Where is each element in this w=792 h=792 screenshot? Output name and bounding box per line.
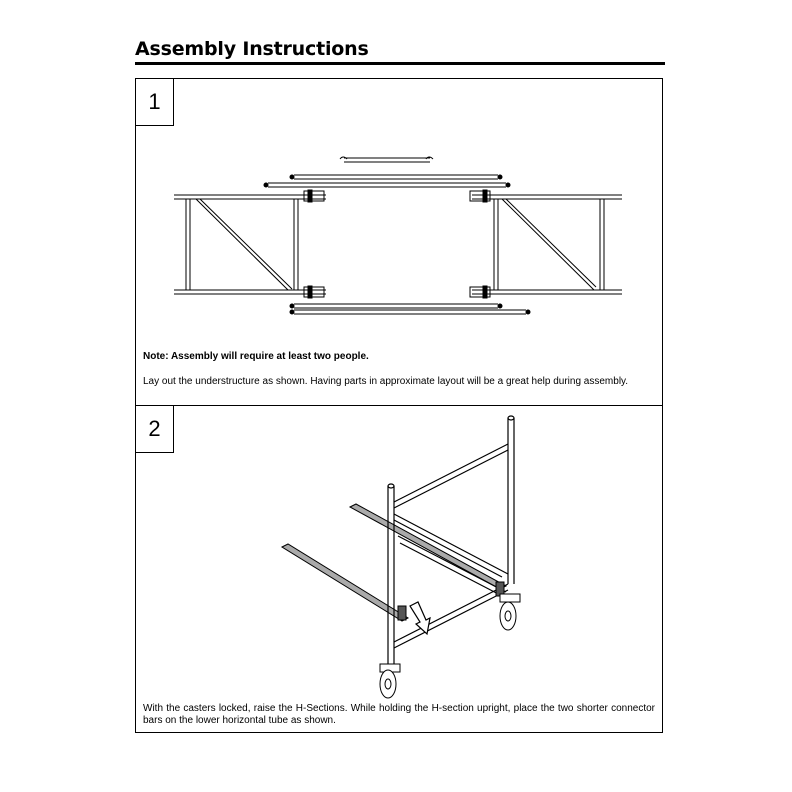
cross-brace-lower [290, 304, 530, 314]
caster-left [380, 664, 400, 698]
h-section-right [470, 190, 622, 298]
step-1-instructions: Lay out the understructure as shown. Having parts in approximate layout will be a great help during assembly. [143, 376, 629, 387]
short-connector-bar-top [340, 157, 433, 162]
h-section-left [174, 190, 326, 298]
connector-bar-left [282, 544, 408, 621]
h-section-upright [388, 416, 514, 666]
placed-connector-bar [398, 582, 504, 620]
step-2-instructions: With the casters locked, raise the H-Sections. While holding the H-section upright, place the two shorter connector bars on the lower horizontal tube as shown. [143, 703, 655, 726]
step-2-number: 2 [136, 406, 174, 453]
step-1-number: 1 [136, 79, 174, 126]
step-2-raise-illustration [136, 406, 664, 701]
step-1-panel [135, 78, 663, 406]
title-underline [135, 62, 665, 65]
connector-bar-right [350, 504, 506, 589]
step-1-note: Note: Assembly will require at least two people. [143, 351, 369, 362]
cross-brace-upper [264, 175, 510, 187]
caster-right [500, 594, 520, 630]
page-title: Assembly Instructions [135, 38, 369, 60]
step-2-panel [135, 405, 663, 733]
step-1-layout-illustration [136, 79, 664, 349]
